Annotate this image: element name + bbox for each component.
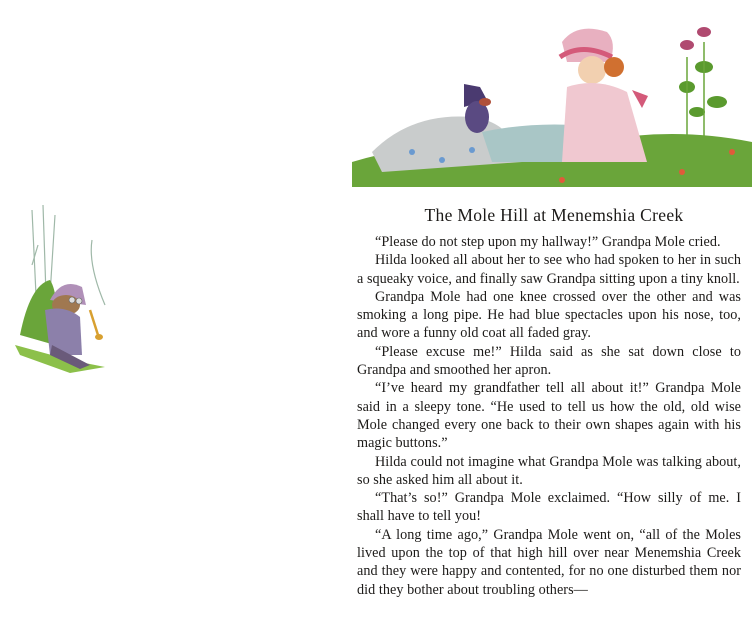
paragraph: “I’ve heard my grandfather tell all about it!” Grandpa Mole said in a sleepy tone. “He used to tell us how the old, old wise Mole changed every one back to their own shapes again with his magic buttons.” xyxy=(357,380,741,452)
story-text xyxy=(357,203,741,599)
paragraph: “That’s so!” Grandpa Mole exclaimed. “How silly of me. I shall have to tell you! xyxy=(357,490,741,525)
chapter-title: The Mole Hill at Menemshia Creek xyxy=(424,205,684,225)
hilda-and-mole-illustration xyxy=(352,12,754,192)
paragraph: “Please do not step upon my hallway!” Grandpa Mole cried. xyxy=(375,234,721,250)
paragraph: Grandpa Mole had one knee crossed over the other and was smoking a long pipe. He had blue spectacles upon his nose, too, and wore a funny old coat all faded gray. xyxy=(357,288,741,342)
paragraph: “Please excuse me!” Hilda said as she sat down close to Grandpa and smoothed her apron. xyxy=(357,343,741,379)
paragraph: “A long time ago,” Grandpa Mole went on, “all of the Moles lived upon the top of that high hill over near Menemshia Creek and they were happy and contented, for no one disturbed them nor did they bother about troubling others— xyxy=(357,526,741,598)
grandpa-mole-illustration xyxy=(10,205,120,375)
paragraph: Hilda could not imagine what Grandpa Mole was talking about, so she asked him all about it. xyxy=(357,453,741,488)
paragraph: Hilda looked all about her to see who had spoken to her in such a squeaky voice, and finally saw Grandpa sitting upon a tiny knoll. xyxy=(357,252,741,287)
